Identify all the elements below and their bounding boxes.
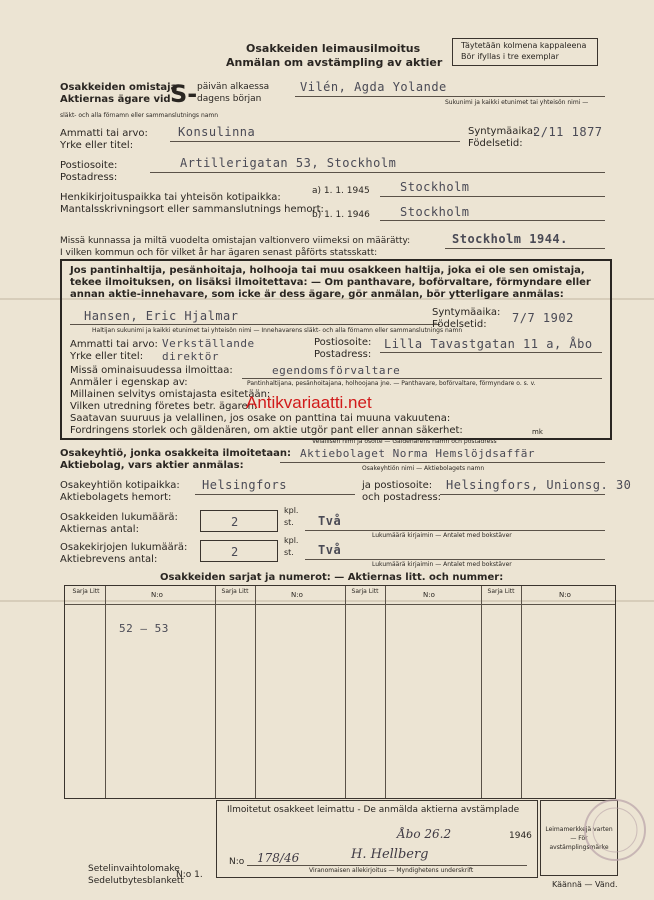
owner-address-value: Artillerigatan 53, Stockholm (180, 156, 397, 170)
company-label-swedish: Aktiebolag, vars aktier anmälas: (60, 460, 244, 471)
company-name-caption: Osakeyhtiön nimi — Aktiebolagets namn (362, 465, 485, 472)
owner-birth-label-swedish: Födelsetid: (468, 138, 523, 149)
shares-count-box (200, 510, 278, 532)
residence-b-value: Stockholm (400, 205, 470, 219)
authority-signature: H. Hellberg (351, 847, 429, 862)
holder-occupation-label-swedish: Yrke eller titel: (70, 351, 144, 362)
holder-occupation-label-finnish: Ammatti tai arvo: (70, 339, 158, 350)
residence-a-value: Stockholm (400, 180, 470, 194)
stamped-number-label: N:o (229, 857, 245, 867)
holder-debt-label-finnish: Saatavan suuruus ja velallinen, jos osake on panttina tai muuna vakuutena: (70, 413, 451, 424)
watermark: Antikvariaatti.net (246, 393, 372, 412)
holder-section (60, 259, 612, 440)
stamped-box (216, 800, 538, 878)
series-col-header: Sarja Litt (351, 588, 379, 595)
footer-turn-page: Käännä — Vänd. (552, 880, 618, 889)
holder-name-caption: Haltijan sukunimi ja kaikki etunimet tai yhteisön nimi — Innehavarens släkt- och alla förnamn eller sammanslutnings namn (92, 327, 463, 334)
footer-form-number: N:o 1. (176, 870, 203, 880)
title-finnish: Osakkeiden leimausilmoitus (246, 42, 421, 55)
stamped-title: Ilmoitetut osakkeet leimattu - De anmälda aktierna avstämplade (227, 805, 520, 815)
holder-debt-label-swedish: Fordringens storlek och gäldenären, om aktie utgör pant eller annan säkerhet: (70, 425, 463, 436)
holder-address-value: Lilla Tavastgatan 11 a, Åbo (384, 337, 593, 351)
series-col-header: Sarja Litt (221, 588, 249, 595)
tax-value: Stockholm 1944. (452, 232, 568, 246)
owner-day-swedish: dagens början (197, 94, 262, 104)
holder-clarify-label-swedish: Vilken utredning företes betr. ägaren: (70, 401, 258, 412)
tax-label-finnish: Missä kunnassa ja miltä vuodelta omistajan valtionvero viimeksi on määrätty: (60, 236, 411, 246)
letters-count-value: 2 (231, 545, 239, 559)
holder-birth-label-finnish: Syntymäaika: (432, 307, 501, 318)
owner-occupation-label-finnish: Ammatti tai arvo: (60, 128, 148, 139)
owner-name-caption: Sukunimi ja kaikki etunimet tai yhteisön nimi — (445, 99, 589, 106)
stamped-year: 1946 (509, 831, 532, 841)
stamped-number-value: 178/46 (257, 851, 300, 865)
shares-label-finnish: Osakkeiden lukumäärä: (60, 512, 178, 523)
company-address-label-finnish: ja postiosoite: (362, 480, 433, 491)
shares-label-swedish: Aktiernas antal: (60, 524, 139, 535)
holder-occupation-value-2: direktör (162, 350, 219, 363)
number-col-header: N:o (151, 591, 163, 599)
series-col-header: Sarja Litt (72, 588, 100, 595)
holder-address-label-swedish: Postadress: (314, 349, 372, 360)
shares-unit-st: st. (284, 518, 294, 527)
shares-count-value: 2 (231, 515, 239, 529)
residence-date-a: a) 1. 1. 1945 (312, 186, 370, 196)
company-name-value: Aktiebolaget Norma Hemslöjdsaffär (300, 447, 536, 460)
letters-label-finnish: Osakekirjojen lukumäärä: (60, 542, 188, 553)
company-address-label-swedish: och postadress: (362, 492, 442, 503)
stamp-mark-caption: Leimamerkkejä varten — För avstämplingsmärke (545, 826, 613, 851)
tax-label-swedish: I vilken kommun och för vilket år har ägaren senast påförts statsskatt: (60, 248, 378, 258)
holder-debt-currency: mk (532, 428, 543, 436)
letters-unit-kpl: kpl. (284, 536, 299, 545)
copies-note-swedish: Bör ifyllas i tre exemplar (461, 52, 559, 61)
copies-note-finnish: Täytetään kolmena kappaleena (461, 41, 587, 50)
company-home-label-swedish: Aktiebolagets hemort: (60, 492, 172, 503)
series-col-header: Sarja Litt (487, 588, 515, 595)
owner-name-caption-swedish: släkt- och alla förnamn eller sammanslutnings namn (60, 112, 219, 119)
owner-birth-value: 2/11 1877 (533, 125, 603, 139)
owner-address-label-swedish: Postadress: (60, 172, 118, 183)
company-address-value: Helsingfors, Unionsg. 30 (446, 478, 632, 492)
letters-words-caption: Lukumäärä kirjaimin — Antalet med bokstäver (372, 561, 512, 568)
letters-unit-st: st. (284, 548, 294, 557)
owner-occupation-label-swedish: Yrke eller titel: (60, 140, 134, 151)
owner-residence-label-swedish: Mantalsskrivningsort eller sammanslutnings hemort: (60, 204, 324, 215)
shares-words-caption: Lukumäärä kirjaimin — Antalet med bokstäver (372, 532, 512, 539)
holder-capacity-value: egendomsförvaltare (272, 364, 401, 377)
company-home-value: Helsingfors (202, 478, 287, 492)
series-table (64, 585, 616, 799)
letters-count-box (200, 540, 278, 562)
holder-capacity-caption: Pantinhaltijana, pesänhoitajana, holhoojana jne. — Panthavare, boförvaltare, förmyndare o. s. v. (247, 380, 536, 387)
holder-occupation-value: Verkställande (162, 337, 255, 350)
stamped-caption: Viranomaisen allekirjoitus — Myndighetens underskrift (309, 867, 474, 874)
letters-label-swedish: Aktiebrevens antal: (60, 554, 158, 565)
letters-words-value: Två (318, 543, 342, 557)
holder-intro: Jos pantinhaltija, pesänhoitaja, holhooja tai muu osakkeen haltija, joka ei ole sen omistaja, tekee ilmoituksen, on lisäksi ilmoitettava: — Om panthavare, boförvaltare, förmyndare eller annan aktie-innehavare, som icke är dess ägare, gör anmälan, bör ytterligare anmälas: (70, 265, 591, 300)
holder-name-value: Hansen, Eric Hjalmar (84, 309, 239, 323)
series-entry: 52 — 53 (119, 622, 169, 635)
number-col-header: N:o (423, 591, 435, 599)
holder-clarify-label-finnish: Millainen selvitys omistajasta esitetään: (70, 389, 271, 400)
shares-words-value: Två (318, 514, 342, 528)
footer-form-finnish: Setelinvaihtolomake (88, 864, 180, 874)
copies-note-box (452, 38, 598, 66)
footer-form-swedish: Sedelutbytesblankett (88, 876, 184, 886)
owner-residence-label-finnish: Henkikirjoituspaikka tai yhteisön kotipaikka: (60, 192, 281, 203)
stamped-date: Åbo 26.2 (397, 827, 452, 841)
official-seal-icon (570, 790, 650, 870)
owner-birth-label-finnish: Syntymäaika: (468, 126, 537, 137)
holder-address-label-finnish: Postiosoite: (314, 337, 372, 348)
owner-occupation-value: Konsulinna (178, 125, 256, 139)
owner-name-value: Vilén, Agda Yolande (300, 80, 447, 94)
owner-address-label-finnish: Postiosoite: (60, 160, 118, 171)
residence-date-b: b) 1. 1. 1946 (312, 210, 370, 220)
holder-capacity-label-finnish: Missä ominaisuudessa ilmoittaa: (70, 365, 233, 376)
title-swedish: Anmälan om avstämpling av aktier (226, 56, 443, 69)
holder-capacity-label-swedish: Anmäler i egenskap av: (70, 377, 188, 388)
number-col-header: N:o (559, 591, 571, 599)
series-heading: Osakkeiden sarjat ja numerot: — Aktiernas litt. och nummer: (160, 572, 504, 583)
holder-debt-caption: Velallisen nimi ja osoite — Gäldenärens namn och postadress (312, 438, 497, 445)
shares-unit-kpl: kpl. (284, 506, 299, 515)
owner-day-finnish: päivän alkaessa (197, 82, 270, 92)
owner-day-letter: S- (170, 80, 198, 108)
company-label-finnish: Osakeyhtiö, jonka osakkeita ilmoitetaan: (60, 448, 292, 459)
owner-label-finnish: Osakkeiden omistaja (60, 82, 178, 93)
number-col-header: N:o (291, 591, 303, 599)
company-home-label-finnish: Osakeyhtiön kotipaikka: (60, 480, 180, 491)
owner-label-swedish: Aktiernas ägare vid (60, 94, 171, 105)
holder-birth-value: 7/7 1902 (512, 311, 574, 325)
holder-birth-label-swedish: Födelsetid: (432, 319, 487, 330)
